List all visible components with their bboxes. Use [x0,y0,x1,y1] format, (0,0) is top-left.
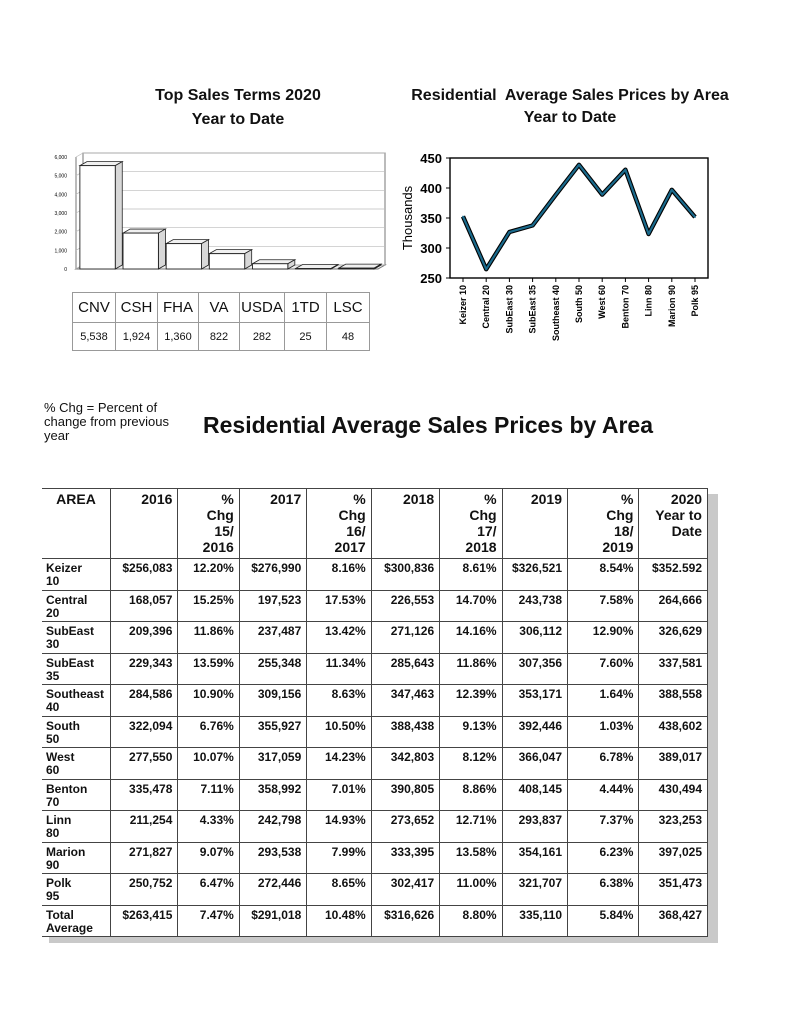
sales-terms-value-row [73,323,370,351]
table-cell: 8.80% [440,905,502,937]
table-header-cell: 2020 Year to Date [639,489,708,559]
table-body [42,559,708,937]
table-cell: 10.07% [178,748,239,780]
table-cell: 271,827 [110,842,177,874]
table-cell: 8.12% [440,748,502,780]
table-cell: 12.39% [440,685,502,717]
bar-chart-title-line2: Year to Date [191,111,285,128]
line-chart-title [395,85,745,129]
table-header-cell: % Chg 17/ 2018 [440,489,502,559]
table-cell: $276,990 [239,559,306,591]
table-cell: 7.60% [568,653,639,685]
table-cell: 430,494 [639,779,708,811]
table-cell: 6.76% [178,716,239,748]
main-table-title: Residential Average Sales Prices by Area [203,412,654,438]
table-cell: 293,837 [502,811,567,843]
sales-price-table [42,488,708,937]
table-cell: $263,415 [110,905,177,937]
table-cell: 5.84% [568,905,639,937]
table-header-cell: % Chg 18/ 2019 [568,489,639,559]
table-cell: 351,473 [639,874,708,906]
table-cell: 14.23% [307,748,371,780]
table-cell: 8.86% [440,779,502,811]
table-cell: 317,059 [239,748,306,780]
table-cell: 7.37% [568,811,639,843]
line-plot-frame [450,158,708,278]
table-cell: 1.64% [568,685,639,717]
table-cell: 333,395 [371,842,439,874]
table-cell: 354,161 [502,842,567,874]
table-cell: 273,652 [371,811,439,843]
table-cell: 6.78% [568,748,639,780]
line-x-tick-label: Southeast 40 [550,285,561,342]
table-cell: 1.03% [568,716,639,748]
percent-change-note: % Chg = Percent of change from previous year [44,400,170,443]
sales-term-label: CSH [116,293,158,323]
table-cell: 14.93% [307,811,371,843]
bar-front-face [80,166,115,269]
bar-y-tick-label: 6,000 [54,155,67,161]
line-point [509,231,511,233]
table-cell: 11.34% [307,653,371,685]
sales-term-value: 1,360 [158,323,199,351]
bar-y-tick-label: 5,000 [54,173,67,180]
table-cell: 355,927 [239,716,306,748]
table-cell: 209,396 [110,622,177,654]
table-cell: 326,629 [639,622,708,654]
table-cell: 368,427 [639,905,708,937]
table-cell: 8.54% [568,559,639,591]
table-header-row [42,489,708,559]
table-cell: 11.86% [178,622,239,654]
line-point [578,164,580,166]
table-header-cell: 2016 [110,489,177,559]
table-cell: $256,083 [110,559,177,591]
table-cell: 13.58% [440,842,502,874]
table-cell: 8.16% [307,559,371,591]
bar-csh [123,229,165,269]
line-x-tick-label: Polk 95 [690,285,700,317]
table-row [42,716,708,748]
table-cell: 197,523 [239,590,306,622]
table-cell: 9.07% [178,842,239,874]
bar-y-tick-label: 3,000 [54,211,67,217]
table-row [42,779,708,811]
sales-term-label: CNV [73,293,116,323]
table-cell: 347,463 [371,685,439,717]
sales-term-label: VA [199,293,240,323]
line-x-tick-label: SubEast 35 [527,285,538,334]
bar-va [209,250,251,269]
table-row [42,622,708,654]
bar-side-face [158,229,165,269]
bar-y-tick-label: 1,000 [54,248,67,255]
table-cell: 14.16% [440,622,502,654]
bar-y-tick-label: 2,000 [54,229,67,236]
bar-y-tick-label: 0 [64,267,67,273]
table-header-cell: % Chg 15/ 2016 [178,489,239,559]
table-cell: 10.48% [307,905,371,937]
area-name-cell: Benton 70 [42,779,110,811]
table-cell: 335,478 [110,779,177,811]
table-row [42,811,708,843]
line-point [485,268,487,270]
table-cell: 7.01% [307,779,371,811]
table-cell: 358,992 [239,779,306,811]
table-cell: 438,602 [639,716,708,748]
table-cell: $352.592 [639,559,708,591]
table-header-cell: 2017 [239,489,306,559]
line-x-tick-label: Benton 70 [620,285,631,329]
table-cell: 12.71% [440,811,502,843]
line-x-tick-label: Linn 80 [643,285,654,317]
table-cell: 272,446 [239,874,306,906]
bar-front-face [123,233,158,269]
table-cell: 12.90% [568,622,639,654]
line-x-tick-label: Marion 90 [666,285,677,328]
table-cell: 342,803 [371,748,439,780]
table-cell: 7.47% [178,905,239,937]
table-cell: 353,171 [502,685,567,717]
table-cell: 9.13% [440,716,502,748]
sales-term-label: FHA [158,293,199,323]
table-cell: 337,581 [639,653,708,685]
bar-y-tick-label: 4,000 [54,192,67,199]
line-x-tick-label: Central 20 [481,285,492,329]
table-cell: 168,057 [110,590,177,622]
bar-gridline-side [76,153,83,157]
table-cell: 8.61% [440,559,502,591]
table-header-cell: AREA [42,489,110,559]
table-cell: 285,643 [371,653,439,685]
line-y-tick-label: 300 [420,241,442,256]
area-name-cell: Southeast 40 [42,685,110,717]
table-cell: 13.42% [307,622,371,654]
line-point [694,216,696,218]
table-cell: 250,752 [110,874,177,906]
bar-fha [166,240,208,269]
line-y-tick-label: 450 [420,151,442,166]
table-cell: 306,112 [502,622,567,654]
table-row [42,653,708,685]
table-cell: 302,417 [371,874,439,906]
table-cell: 6.47% [178,874,239,906]
table-cell: $300,836 [371,559,439,591]
table-cell: 11.86% [440,653,502,685]
table-cell: 8.65% [307,874,371,906]
table-cell: 229,343 [110,653,177,685]
table-cell: 388,438 [371,716,439,748]
table-cell: 366,047 [502,748,567,780]
sales-term-label: USDA [240,293,285,323]
bar-front-face [252,264,287,269]
bar-side-face [115,162,122,269]
table-cell: 255,348 [239,653,306,685]
area-name-cell: South 50 [42,716,110,748]
area-name-cell: SubEast 35 [42,653,110,685]
bar-front-face [209,254,244,269]
table-row [42,842,708,874]
line-x-tick-label: South 50 [574,285,584,324]
sales-term-value: 25 [285,323,327,351]
line-point [625,169,627,171]
table-cell: 309,156 [239,685,306,717]
table-header-cell: 2019 [502,489,567,559]
line-chart-title-line2: Year to Date [523,109,617,126]
table-row [42,590,708,622]
sales-term-value: 5,538 [73,323,116,351]
area-name-cell: Polk 95 [42,874,110,906]
area-name-cell: SubEast 30 [42,622,110,654]
table-cell: 11.00% [440,874,502,906]
line-x-tick-label: SubEast 30 [504,285,515,334]
table-cell: 7.99% [307,842,371,874]
table-row [42,748,708,780]
table-cell: 226,553 [371,590,439,622]
table-cell: 13.59% [178,653,239,685]
bar-front-face [166,244,201,269]
line-point [648,233,650,235]
table-cell: 10.90% [178,685,239,717]
sales-terms-table [72,292,370,351]
line-x-tick-label: Keizer 10 [458,285,468,325]
table-cell: 6.38% [568,874,639,906]
sales-term-value: 282 [240,323,285,351]
bar-chart [40,150,400,285]
table-cell: $326,521 [502,559,567,591]
table-cell: 8.63% [307,685,371,717]
table-cell: $291,018 [239,905,306,937]
table-row [42,559,708,591]
table-row [42,685,708,717]
line-y-tick-label: 350 [420,211,442,226]
table-header-cell: % Chg 16/ 2017 [307,489,371,559]
table-cell: 321,707 [502,874,567,906]
area-name-cell: Total Average [42,905,110,937]
area-name-cell: Keizer 10 [42,559,110,591]
table-cell: 388,558 [639,685,708,717]
table-row [42,905,708,937]
line-x-tick-label: West 60 [597,285,608,319]
table-cell: 211,254 [110,811,177,843]
table-cell: 307,356 [502,653,567,685]
table-cell: 323,253 [639,811,708,843]
table-cell: 408,145 [502,779,567,811]
table-cell: 392,446 [502,716,567,748]
line-point [671,189,673,191]
line-point [532,225,534,227]
line-point [555,194,557,196]
bar-front-face [339,268,374,269]
table-cell: 322,094 [110,716,177,748]
table-cell: 335,110 [502,905,567,937]
bar-side-face [202,240,209,269]
table-cell: 390,805 [371,779,439,811]
bar-lsc [339,264,381,269]
sales-term-value: 1,924 [116,323,158,351]
line-y-tick-label: 250 [420,271,442,286]
table-cell: 389,017 [639,748,708,780]
table-cell: 4.33% [178,811,239,843]
table-cell: 6.23% [568,842,639,874]
table-cell: 15.25% [178,590,239,622]
area-name-cell: West 60 [42,748,110,780]
table-header-cell: 2018 [371,489,439,559]
line-chart [390,145,720,385]
sales-term-value: 822 [199,323,240,351]
table-cell: 284,586 [110,685,177,717]
bar-usda [252,260,294,269]
table-cell: 7.11% [178,779,239,811]
table-cell: 243,738 [502,590,567,622]
table-cell: 14.70% [440,590,502,622]
sales-term-value: 48 [327,323,370,351]
line-y-tick-label: 400 [420,181,442,196]
line-y-axis-label: Thousands [400,185,415,251]
line-point [601,194,603,196]
bar-1td [296,265,338,269]
table-row [42,874,708,906]
line-chart-title-line1: Residential Average Sales Prices by Area [411,87,729,104]
table-cell: 271,126 [371,622,439,654]
table-cell: 17.53% [307,590,371,622]
bar-cnv [80,162,122,269]
table-cell: 293,538 [239,842,306,874]
table-cell: 397,025 [639,842,708,874]
area-name-cell: Central 20 [42,590,110,622]
sales-terms-header-row [73,293,370,323]
table-cell: 7.58% [568,590,639,622]
area-name-cell: Linn 80 [42,811,110,843]
table-cell: 237,487 [239,622,306,654]
table-cell: 242,798 [239,811,306,843]
line-point [462,216,464,218]
area-name-cell: Marion 90 [42,842,110,874]
table-cell: 12.20% [178,559,239,591]
sales-term-label: 1TD [285,293,327,323]
sales-term-label: LSC [327,293,370,323]
table-cell: 264,666 [639,590,708,622]
table-cell: 277,550 [110,748,177,780]
bar-chart-title [128,85,348,131]
bar-chart-title-line1: Top Sales Terms 2020 [155,87,321,104]
table-cell: 4.44% [568,779,639,811]
table-cell: $316,626 [371,905,439,937]
table-cell: 10.50% [307,716,371,748]
